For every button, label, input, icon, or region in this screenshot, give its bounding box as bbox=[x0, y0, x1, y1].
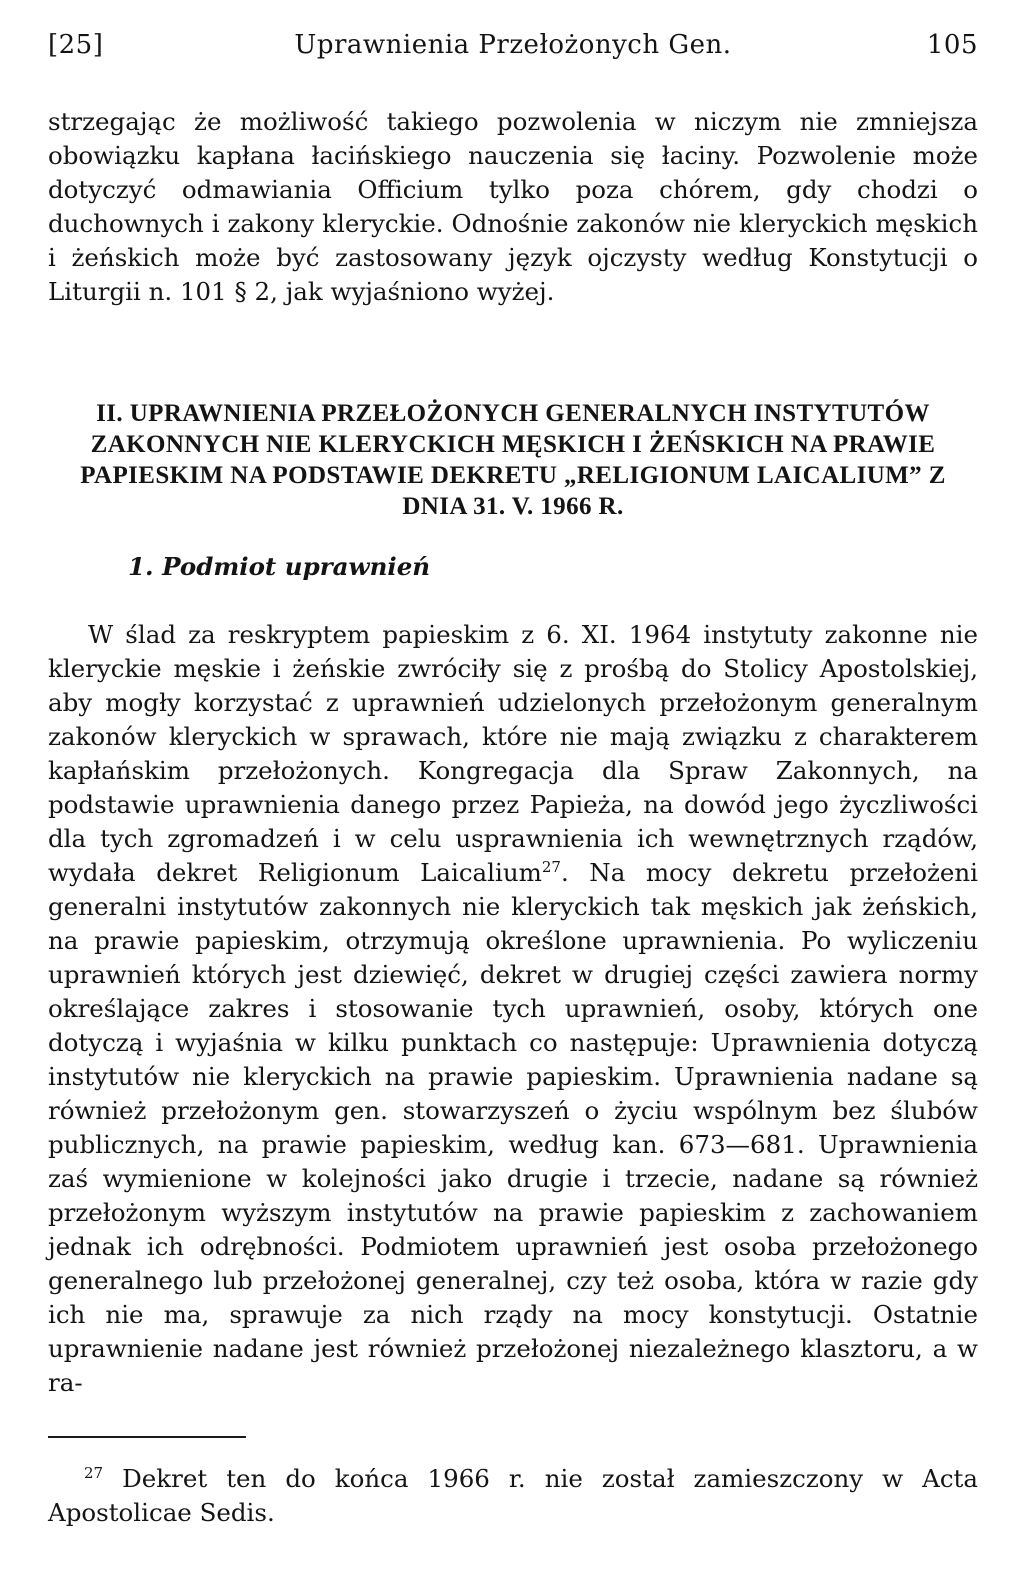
main-paragraph-text-part-1: W ślad za reskryptem papieskim z 6. XI. 1964 instytuty zakonne nie kleryckie męskie i żeńskie zwróciły się z prośbą do Stolicy Apostolskiej, aby mogły korzystać z uprawnień udzielonych przełożonym generalnym zakonów kleryckich w sprawach, które nie mają związku z charakterem kapłańskim przełożonych. Kongregacja dla Spraw Zakonnych, na podstawie uprawnienia danego przez Papieża, na dowód jego życzliwości dla tych zgromadzeń i w celu usprawnienia ich wewnętrznych rządów, wydała dekret Religionum Laicalium bbox=[48, 620, 978, 887]
main-paragraph-text-part-2: . Na mocy dekretu przełożeni generalni instytutów zakonnych nie kleryckich tak męskich jak żeńskich, na prawie papieskim, otrzymują określone uprawnienia. Po wyliczeniu uprawnień których jest dziewięć, dekret w drugiej części zawiera normy określające zakres i stosowanie tych uprawnień, osoby, których one dotyczą i wyjaśnia w kilku punktach co następuje: Uprawnienia dotyczą instytutów nie kleryckich na prawie papieskim. Uprawnienia nadane są również przełożonym gen. stowarzyszeń o życiu wspólnym bez ślubów publicznych, na prawie papieskim, według kan. 673—681. Uprawnienia zaś wymienione w kolejności jako drugie i trzecie, nadane są również przełożonym wyższym instytutów na prawie papieskim z zachowaniem jednak ich odrębności. Podmiotem uprawnień jest osoba przełożonego generalnego lub przełożonej generalnej, czy też osoba, która w razie gdy ich nie ma, sprawuje za nich rządy na mocy konstytucji. Ostatnie uprawnienie nadane jest również przełożonej niezależnego klasztoru, a w ra- bbox=[48, 858, 978, 1397]
footnote-reference[interactable]: 27 bbox=[541, 857, 561, 876]
footnote-mark: 27 bbox=[84, 1463, 104, 1482]
footnote-text: Dekret ten do końca 1966 r. nie został zamieszczony w Acta Apostolicae Sedis. bbox=[48, 1464, 978, 1527]
main-paragraph bbox=[48, 618, 978, 1400]
running-head-title: Uprawnienia Przełożonych Gen. bbox=[294, 30, 732, 60]
running-head bbox=[48, 30, 978, 66]
intro-paragraph: strzegając że możliwość takiego pozwolenia w niczym nie zmniejsza obowiązku kapłana łacińskiego nauczenia się łaciny. Pozwolenie może dotyczyć odmawiania Officium tylko poza chórem, gdy chodzi o duchownych i zakony kleryckie. Odnośnie zakonów nie kleryckich męskich i żeńskich może być zastosowany język ojczysty według Konstytucji o Liturgii n. 101 § 2, jak wyjaśniono wyżej. bbox=[48, 107, 978, 306]
page-number: 105 bbox=[926, 30, 978, 60]
subsection-heading: 1. Podmiot uprawnień bbox=[128, 552, 431, 581]
footnote bbox=[48, 1462, 978, 1530]
section-heading: II. UPRAWNIENIA PRZEŁOŻONYCH GENERALNYCH INSTYTUTÓW ZAKONNYCH NIE KLERYCKICH MĘSKICH I ŻEŃSKICH NA PRAWIE PAPIESKIM NA PODSTAWIE DEKRETU „RELIGIONUM LAICALIUM” Z DNIA 31. V. 1966 R. bbox=[80, 400, 946, 520]
running-head-page-label: [25] bbox=[48, 30, 104, 60]
footnote-separator-rule bbox=[48, 1436, 246, 1438]
